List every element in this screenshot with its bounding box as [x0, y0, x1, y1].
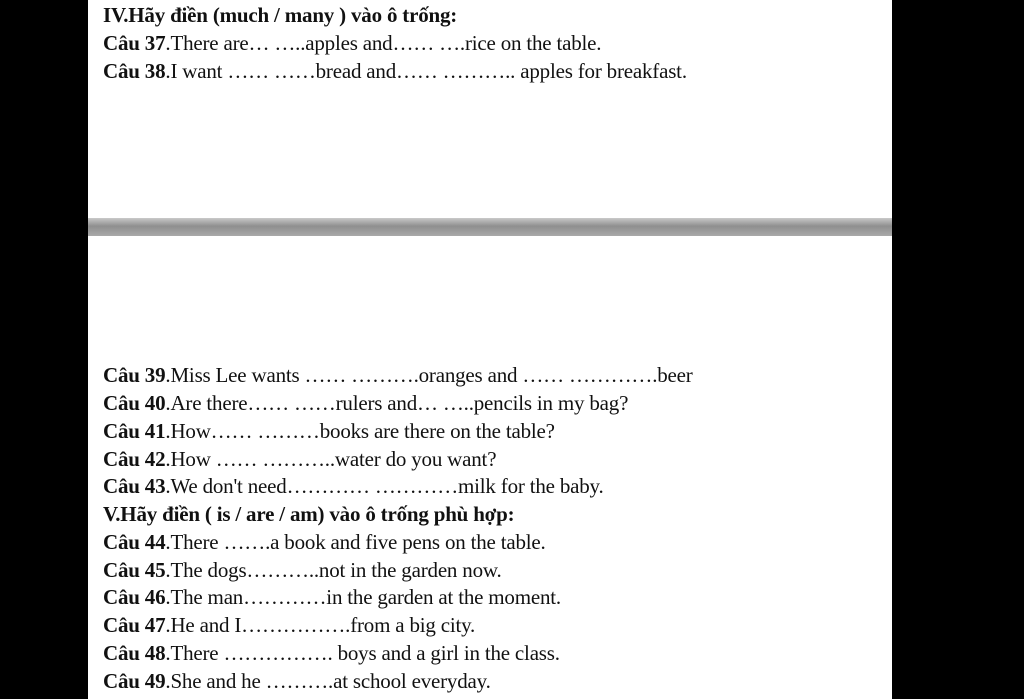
- question-42: [103, 446, 496, 472]
- question-label: Câu 48: [103, 641, 166, 665]
- question-43: [103, 473, 604, 499]
- question-label: Câu 45: [103, 558, 166, 582]
- question-49: [103, 668, 491, 694]
- question-text: .Miss Lee wants …… ……….oranges and …… ………….beer: [165, 363, 693, 387]
- question-40: [103, 390, 628, 416]
- question-label: Câu 39: [103, 363, 166, 387]
- question-text: .How…… ………books are there on the table?: [165, 419, 555, 443]
- question-label: Câu 38: [103, 59, 166, 83]
- question-38: [103, 58, 687, 84]
- question-text: .I want …… ……bread and…… ……….. apples for breakfast.: [165, 59, 687, 83]
- page-break-divider: [88, 218, 892, 236]
- question-46: [103, 584, 561, 610]
- question-text: .We don't need………… …………milk for the baby.: [165, 474, 604, 498]
- question-44: [103, 529, 546, 555]
- question-label: Câu 42: [103, 447, 166, 471]
- question-37: [103, 30, 601, 56]
- question-text: .How …… ………..water do you want?: [165, 447, 497, 471]
- question-label: Câu 46: [103, 585, 166, 609]
- question-45: [103, 557, 502, 583]
- question-48: [103, 640, 560, 666]
- question-text: .There ……………. boys and a girl in the class.: [165, 641, 560, 665]
- question-label: Câu 37: [103, 31, 166, 55]
- question-text: .She and he ……….at school everyday.: [165, 669, 491, 693]
- question-text: .There are… …..apples and…… ….rice on the table.: [165, 31, 602, 55]
- question-text: .Are there…… ……rulers and… …..pencils in my bag?: [165, 391, 629, 415]
- question-label: Câu 44: [103, 530, 166, 554]
- question-label: Câu 47: [103, 613, 166, 637]
- question-label: Câu 40: [103, 391, 166, 415]
- question-text: .He and I…………….from a big city.: [165, 613, 476, 637]
- question-41: [103, 418, 555, 444]
- question-text: .The man…………in the garden at the moment.: [165, 585, 561, 609]
- question-label: Câu 49: [103, 669, 166, 693]
- question-label: Câu 41: [103, 419, 166, 443]
- question-text: .The dogs………..not in the garden now.: [165, 558, 502, 582]
- question-text: .There …….a book and five pens on the table.: [165, 530, 546, 554]
- question-label: Câu 43: [103, 474, 166, 498]
- section-iv-heading: IV.Hãy điền (much / many ) vào ô trống:: [103, 3, 458, 27]
- question-39: [103, 362, 693, 388]
- question-47: [103, 612, 475, 638]
- section-v-heading: V.Hãy điền ( is / are / am) vào ô trống phù hợp:: [103, 502, 515, 526]
